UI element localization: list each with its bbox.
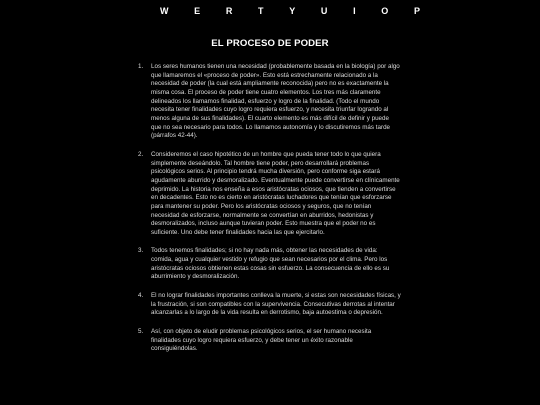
paragraph-number: 5. [138,328,144,336]
paragraph-list [135,63,405,354]
header-key: O [381,6,389,16]
paragraph-text: Todos tenemos finalidades; si no hay nada más, obtener las necesidades de vida: comida, agua y cualquier vestido y refugio que sean necesarios por el clima. Pero los aristócratas ociosos obtienen estas cosas sin esfuerzo. La consecuencia de ello es su aburrimiento y desmoralización. [151,247,390,281]
paragraph [138,63,401,141]
paragraph-text: Así, con objeto de eludir problemas psicológicos serios, el ser humano necesita finalidades cuyo logro requiera esfuerzo, y debe tener un éxito razonable consiguiéndolas. [151,328,372,353]
paragraph-number: 4. [138,292,144,300]
paragraph-text: El no lograr finalidades importantes conlleva la muerte, si estas son necesidades físicas, y la frustración, si son compatibles con la supervivencia. Consecutivas derrotas al intentar alcanzarlas a lo largo de la vida resulta en derrotismo, baja autoestima o depresión. [151,292,401,317]
document-title: EL PROCESO DE PODER [211,38,329,49]
header-key: W [160,6,169,16]
paragraph-number: 1. [138,63,144,70]
paragraph-text: Los seres humanos tienen una necesidad (probablemente basada en la biología) por algo que llamaremos el «proceso de poder». Esto está estrechamente relacionado a la necesidad de poder (la cual está ampliamente reconocida) pero no es exactamente la misma cosa. El proceso de poder tiene cuatro elementos. Los tres más claramente delineados los llamamos finalidad, esfuerzo y logro de la finalidad. (Todo el mundo necesita tener finalidades cuyo logro requiera esfuerzo, y necesita triunfar logrando al menos alguna de sus finalidades). El cuarto elemento es más difícil de definir y puede que no sea necesario para todos. Lo llamamos autonomía y lo discutiremos más tarde (párrafos 42-44). [151,63,400,140]
paragraph-text: Consideremos el caso hipotético de un hombre que pueda tener todo lo que quiera simplemente deseándolo. Tal hombre tiene poder, pero desarrollará problemas psicológicos serios. Al principio tendrá mucha diversión, pero conforme siga estará agudamente aburrido y desmoralizado. Eventualmente puede convertirse en clínicamente deprimido. La historia nos enseña a esos aristócratas ociosos, que tienden a convertirse en decadentes. Esto no es cierto en aristócratas luchadores que tenían que esforzarse para mantener su poder. Pero los aristócratas ociosos y seguros, que no tenían necesidad de esforzarse, normalmente se convertían en aburridos, hedonistas y desmoralizados, incluso aunque tuvieran poder. Esto muestra que el poder no es suficiente. Uno debe tener finalidades hacia las que ejercitarlo. [151,150,400,236]
paragraph [138,247,401,282]
header-key: U [320,6,328,16]
paragraph-number: 3. [138,247,144,255]
paragraph [138,151,401,238]
header-key: T [258,6,264,16]
paragraph-number: 2. [138,150,144,158]
header-key: Y [289,6,296,16]
header-key: R [225,6,233,16]
header-key: E [194,6,201,16]
paragraph [138,292,401,318]
header-key: P [413,6,420,16]
header-key-strip [160,5,420,17]
paragraph [138,328,401,354]
header-key: I [353,6,356,16]
document-page [135,24,405,405]
